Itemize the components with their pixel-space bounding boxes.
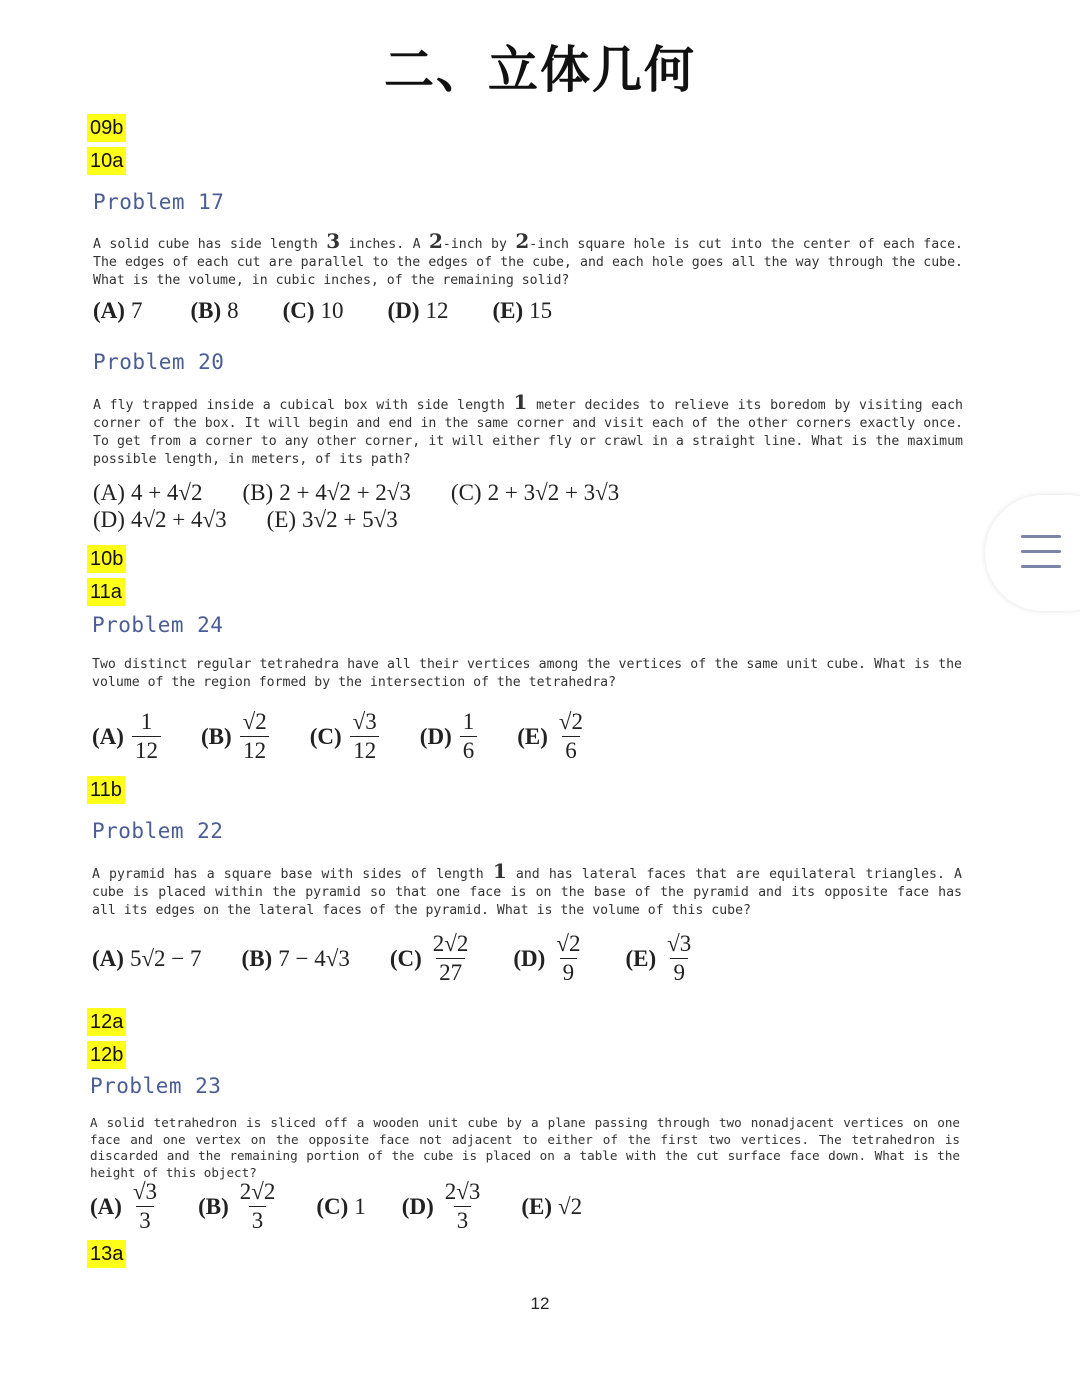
answer-choice-b: (B) 7 − 4√3 (241, 945, 350, 971)
answer-choice-b: (B) 8 (190, 298, 239, 323)
problem-title: Problem 20 (93, 350, 225, 374)
section-tag: 11b (87, 776, 125, 804)
answer-choice-a: (A) $\frac{1}{12}$ (92, 708, 163, 765)
problem-text: Two distinct regular tetrahedra have all their vertices among the vertices of the same unit cube. What is the volume of the region formed by the intersection of the tetrahedra? (92, 657, 962, 690)
answer-choice-d: (D) $\frac{2√3}{3}$ (401, 1179, 481, 1233)
answer-choice-d: (D) $\frac{√2}{9}$ (513, 931, 581, 985)
section-tag: 12a (87, 1008, 126, 1036)
problem-text: A solid cube has side length 3 inches. A 2-inch by 2-inch square hole is cut into the center of each face. The edges of each cut are parallel to the edges of the cube, and each hole goes all the way through the cube. What is the volume, in cubic inches, of the remaining solid? (93, 229, 963, 288)
answer-choice-e: (E) $\frac{√2}{6}$ (517, 709, 584, 763)
answer-choices (92, 930, 696, 987)
problem-title: Problem 22 (92, 819, 224, 843)
problem-title: Problem 17 (93, 190, 225, 214)
page-number: 12 (530, 1294, 550, 1313)
problem-text: A pyramid has a square base with sides of length 1 and has lateral faces that are equilateral triangles. A cube is placed within the pyramid so that one face is on the base of the pyramid and its opposite face has all its edges on the lateral faces of the pyramid. What is the volume of this cube? (92, 859, 962, 918)
problem-title: Problem 23 (90, 1074, 222, 1098)
answer-choice-e: (E) $\frac{√3}{9}$ (625, 931, 692, 985)
answer-choice-c: (C) $\frac{√3}{12}$ (310, 708, 382, 765)
answer-choice-e: (E) √2 (521, 1193, 583, 1219)
section-tag: 12b (87, 1041, 126, 1069)
section-tag: 11a (87, 578, 125, 606)
answer-choices-row-1 (93, 480, 619, 506)
section-tag: 10a (87, 147, 126, 175)
section-tag: 10b (87, 545, 126, 573)
answer-choice-d: (D) 4√2 + 4√3 (93, 507, 227, 532)
answer-choice-a: (A) 4 + 4√2 (93, 480, 203, 505)
answer-choice-c: (C) 1 (316, 1193, 366, 1219)
answer-choice-c: (C) 10 (282, 298, 344, 323)
problem-text: A fly trapped inside a cubical box with side length 1 meter decides to relieve its boredom by visiting each corner of the box. It will begin and end in the same corner and visit each of the other corners exactly once. To get from a corner to any other corner, it will either fly or crawl in a straight line. What is the maximum possible length, in meters, of its path? (93, 390, 963, 467)
answer-choice-e: (E) 15 (492, 298, 553, 323)
answer-choice-c: (C) 2 + 3√2 + 3√3 (450, 480, 620, 505)
answer-choice-d: (D) $\frac{1}{6}$ (420, 708, 479, 765)
answer-choice-b: (B) $\frac{√2}{12}$ (201, 708, 272, 765)
answer-choice-e: (E) 3√2 + 5√3 (266, 507, 398, 532)
answer-choice-a: (A) 7 (93, 298, 143, 323)
answer-choice-a: (A) $\frac{√3}{3}$ (90, 1179, 158, 1233)
answer-choices (93, 298, 552, 324)
page-title: 二、立体几何 (384, 41, 696, 99)
floating-menu-button[interactable] (985, 495, 1080, 611)
answer-choices (90, 1178, 582, 1235)
answer-choices-row-2 (93, 507, 398, 533)
answer-choice-d: (D) 12 (387, 298, 449, 323)
answer-choice-b: (B) $\frac{2√2}{3}$ (198, 1179, 276, 1233)
answer-choice-c: (C) $\frac{2√2}{27}$ (389, 931, 469, 985)
answer-choices (92, 708, 588, 765)
answer-choice-a: (A) 5√2 − 7 (92, 945, 202, 971)
section-tag: 13a (87, 1240, 126, 1268)
hamburger-menu-icon (1021, 535, 1061, 569)
problem-text: A solid tetrahedron is sliced off a wooden unit cube by a plane passing through two nonadjacent vertices on one face and one vertex on the opposite face not adjacent to either of the first two vertices. The tetrahedron is discarded and the remaining portion of the cube is placed on a table with the cut surface face down. What is the height of this object? (90, 1115, 960, 1180)
answer-choice-b: (B) 2 + 4√2 + 2√3 (242, 480, 411, 505)
problem-title: Problem 24 (92, 613, 224, 637)
section-tag: 09b (87, 114, 126, 142)
